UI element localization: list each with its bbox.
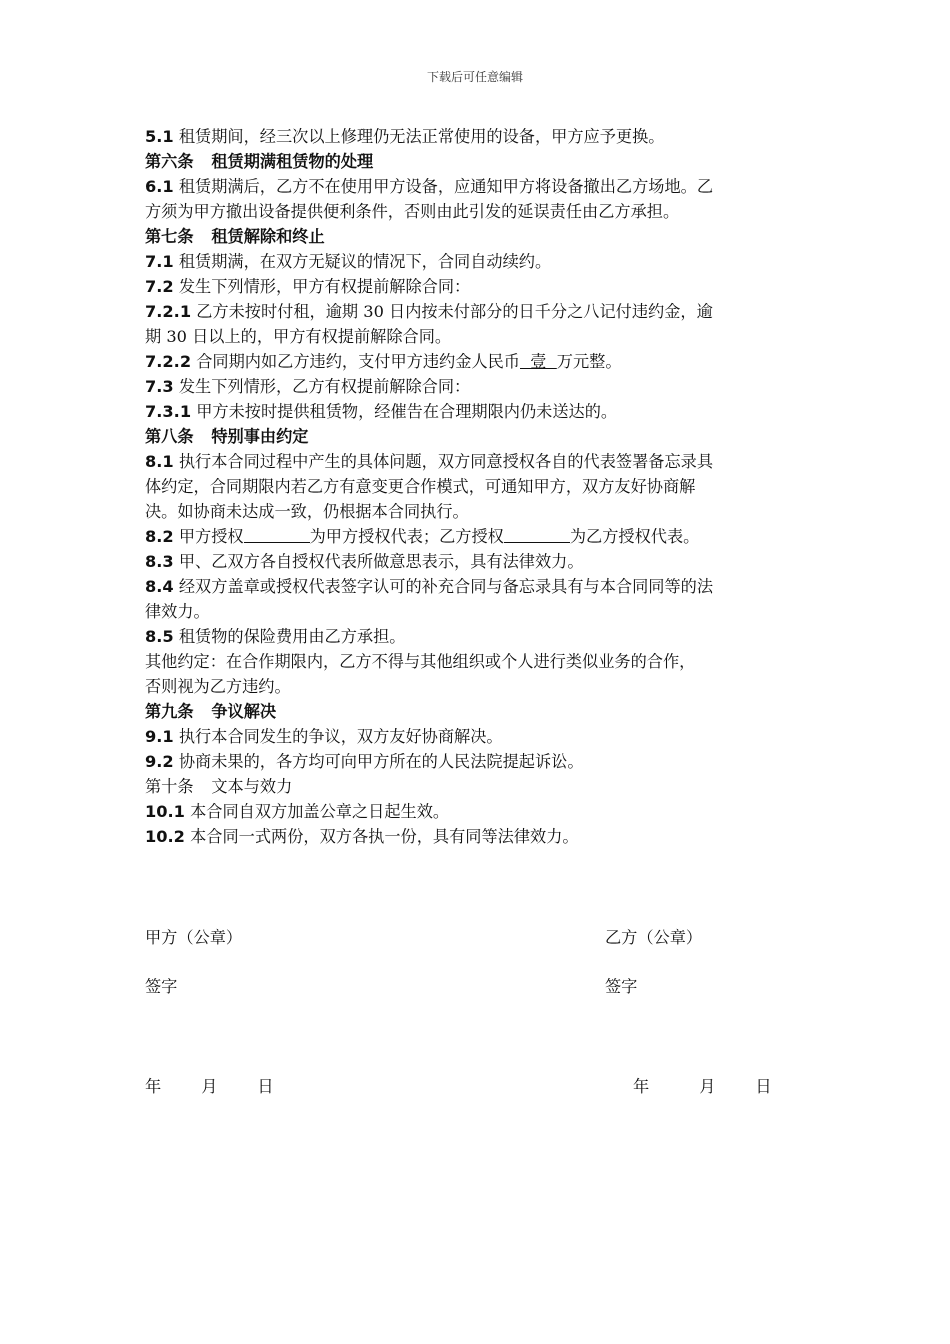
party-a-sign-label: 签字 [145,977,178,996]
clause-10-1 [145,799,810,824]
clause-7-2-1 [145,299,810,324]
clause-text: 租赁期间，经三次以上修理仍无法正常使用的设备，甲方应予更换。 [178,127,665,146]
date-day: 日 [755,1077,772,1096]
clause-number: 7.2.1 [145,302,192,321]
clause-7-1 [145,249,810,274]
page-header: 下载后可任意编辑 [426,70,523,84]
clause-5-1 [145,124,810,149]
clause-8-5 [145,624,810,649]
article-label: 第八条 [145,427,194,446]
clause-8-1-cont2: 决。如协商未达成一致，仍根据本合同执行。 [145,502,469,521]
clause-number: 7.1 [145,252,174,271]
clause-number: 10.1 [145,802,185,821]
article-title: 租赁期满租赁物的处理 [211,152,374,171]
party-b-sign-label: 签字 [605,977,638,996]
article-label: 第六条 [145,152,194,171]
clause-8-1 [145,449,810,474]
clause-text: 本合同自双方加盖公章之日起生效。 [190,802,450,821]
clause-6-1-cont: 方须为甲方撤出设备提供便利条件，否则由此引发的延误责任由乙方承担。 [145,202,680,221]
party-a-seal-label: 甲方（公章） [145,928,243,947]
clause-text: 甲方未按时提供租赁物，经催告在合理期限内仍未送达的。 [196,402,618,421]
party-b-date [633,1073,772,1097]
clause-text: 本合同一式两份，双方各执一份，具有同等法律效力。 [190,827,579,846]
clause-8-1-cont: 体约定，合同期限内若乙方有意变更合作模式，可通知甲方，双方友好协商解 [145,477,696,496]
clause-text: 合同期内如乙方违约，支付甲方违约金人民币 [196,352,520,371]
clause-text: 发生下列情形，乙方有权提前解除合同： [178,377,471,396]
party-a-representative-blank [244,528,310,543]
date-day: 日 [257,1077,274,1096]
contract-body [145,124,810,849]
clause-number: 5.1 [145,127,174,146]
clause-text-end: 万元整。 [556,352,622,371]
clause-number: 9.2 [145,752,174,771]
clause-number: 8.2 [145,527,174,546]
clause-number: 9.1 [145,727,174,746]
clause-8-2 [145,524,810,549]
article-9-heading [145,699,810,724]
clause-7-3-1 [145,399,810,424]
penalty-amount: 壹 [520,352,557,371]
clause-text-mid: 为甲方授权代表；乙方授权 [309,527,504,546]
article-label: 第七条 [145,227,194,246]
clause-number: 8.4 [145,577,174,596]
other-agreement-cont: 否则视为乙方违约。 [145,677,291,696]
clause-text: 乙方未按时付租，逾期 30 日内按未付部分的日千分之八记付违约金，逾 [196,302,713,321]
article-10-heading [145,774,810,799]
clause-number: 8.5 [145,627,174,646]
clause-text: 执行本合同过程中产生的具体问题，双方同意授权各自的代表签署备忘录具 [178,452,714,471]
clause-7-2 [145,274,810,299]
article-title: 租赁解除和终止 [211,227,325,246]
clause-7-2-1-cont: 期 30 日以上的，甲方有权提前解除合同。 [145,327,452,346]
clause-8-4-cont: 律效力。 [145,602,210,621]
clause-number: 8.1 [145,452,174,471]
clause-text: 执行本合同发生的争议，双方友好协商解决。 [178,727,503,746]
clause-number: 8.3 [145,552,174,571]
clause-8-3 [145,549,810,574]
article-title: 文本与效力 [211,777,293,796]
clause-number: 7.3 [145,377,174,396]
date-year: 年 [145,1077,162,1096]
article-title: 特别事由约定 [211,427,309,446]
clause-text: 协商未果的，各方均可向甲方所在的人民法院提起诉讼。 [178,752,584,771]
clause-9-2 [145,749,810,774]
clause-number: 7.2 [145,277,174,296]
clause-number: 10.2 [145,827,185,846]
date-year: 年 [633,1077,650,1096]
article-title: 争议解决 [211,702,277,721]
other-agreement: 其他约定：在合作期限内，乙方不得与其他组织或个人进行类似业务的合作， [145,652,696,671]
clause-6-1 [145,174,810,199]
date-month: 月 [201,1077,218,1096]
clause-text: 发生下列情形，甲方有权提前解除合同： [178,277,471,296]
clause-8-4 [145,574,810,599]
clause-number: 7.2.2 [145,352,192,371]
article-8-heading [145,424,810,449]
article-label: 第九条 [145,702,194,721]
clause-text-end: 为乙方授权代表。 [569,527,700,546]
clause-number: 6.1 [145,177,174,196]
article-label: 第十条 [145,777,194,796]
clause-text: 经双方盖章或授权代表签字认可的补充合同与备忘录具有与本合同同等的法 [178,577,714,596]
clause-7-2-2 [145,349,810,374]
article-7-heading [145,224,810,249]
clause-text: 租赁期满，在双方无疑议的情况下，合同自动续约。 [178,252,552,271]
clause-9-1 [145,724,810,749]
party-a-date [145,1073,274,1097]
clause-7-3 [145,374,810,399]
clause-text: 甲方授权 [178,527,244,546]
article-6-heading [145,149,810,174]
clause-text: 甲、乙双方各自授权代表所做意思表示，具有法律效力。 [178,552,584,571]
clause-text: 租赁物的保险费用由乙方承担。 [178,627,406,646]
party-b-representative-blank [504,528,570,543]
clause-10-2 [145,824,810,849]
clause-text: 租赁期满后，乙方不在使用甲方设备，应通知甲方将设备撤出乙方场地。乙 [178,177,714,196]
party-b-seal-label: 乙方（公章） [605,928,703,947]
clause-number: 7.3.1 [145,402,192,421]
date-month: 月 [699,1077,716,1096]
